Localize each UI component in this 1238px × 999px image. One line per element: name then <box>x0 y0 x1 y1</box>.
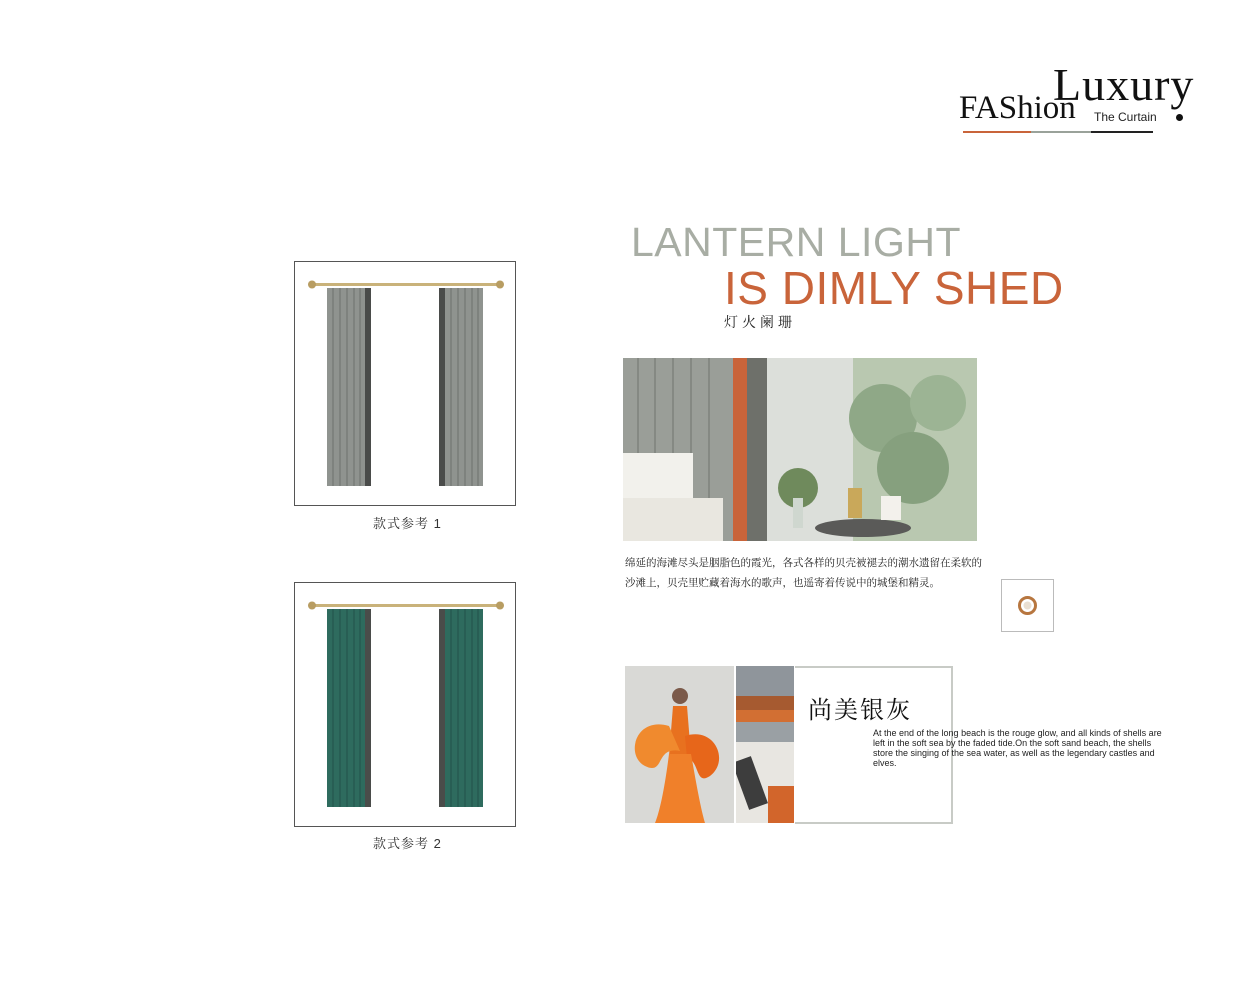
headline-line2: IS DIMLY SHED <box>724 262 1064 314</box>
curtain-rod <box>308 602 504 610</box>
curtain-panel-right <box>439 609 483 807</box>
curtain-panel-left <box>327 288 371 486</box>
headline-chinese: 灯火阑珊 <box>724 314 796 330</box>
curtain-style-frame-1 <box>294 261 516 506</box>
logo-dot <box>1176 114 1183 121</box>
collection-title: 尚美银灰 <box>808 697 912 724</box>
brand-logo <box>955 59 1205 142</box>
curtain-panel-left <box>327 609 371 807</box>
curtain-ring-icon <box>1002 580 1053 631</box>
logo-rule-orange <box>963 131 1031 133</box>
fashion-model-illustration <box>625 666 734 823</box>
curtain-panel-right <box>439 288 483 486</box>
description-paragraph-cn: 绵延的海滩尽头是胭脂色的霞光，各式各样的贝壳被褪去的潮水遗留在柔软的沙滩上，贝壳里贮藏着海水的歌声，也遥寄着传说中的城堡和精灵。 <box>625 557 982 589</box>
mood-board-illustration <box>736 666 794 823</box>
room-photo-illustration <box>623 358 977 541</box>
style-caption-2: 款式参考 2 <box>373 836 442 851</box>
curtain-ring-swatch <box>1001 579 1054 632</box>
logo-luxury-text: Luxury <box>1053 59 1195 110</box>
logo-rule-dark <box>1091 131 1153 133</box>
mood-board-photo <box>736 666 794 823</box>
headline-line1: LANTERN LIGHT <box>631 219 961 265</box>
collection-description-en: At the end of the long beach is the rouge glow, and all kinds of shells are left in the soft sea by the faded tide.On the soft sand beach, the shells store the singing of the sea water, as well as the legendary castles and elves. <box>873 728 1162 768</box>
room-photo <box>623 358 977 541</box>
curtain-rod <box>308 281 504 289</box>
curtain-illustration-2 <box>295 583 515 826</box>
fashion-model-photo <box>625 666 734 823</box>
style-caption-1: 款式参考 1 <box>373 516 442 531</box>
curtain-illustration-1 <box>295 262 515 505</box>
logo-subtitle: The Curtain <box>1094 110 1157 124</box>
logo-rule-gray <box>1031 131 1091 133</box>
curtain-style-frame-2 <box>294 582 516 827</box>
logo-fashion-text: FAShion <box>959 90 1076 126</box>
